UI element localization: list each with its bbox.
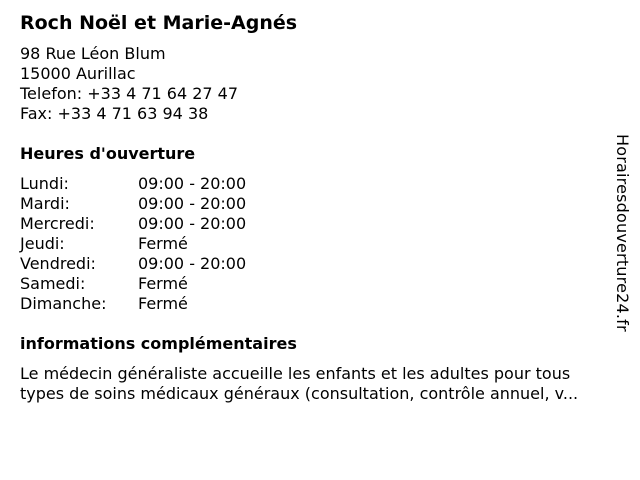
hours-day: Vendredi: [20,254,96,273]
hours-day: Lundi: [20,174,69,193]
hours-day: Samedi: [20,274,86,293]
hours-day: Dimanche: [20,294,107,313]
hours-time: 09:00 - 20:00 [138,254,247,273]
contact-block [20,44,610,124]
address-street: 98 Rue Léon Blum [20,44,166,63]
hours-row [20,274,610,294]
hours-time: Fermé [138,274,188,293]
info-line-1: Le médecin généraliste accueille les enfants et les adultes pour tous [20,364,571,383]
hours-row [20,194,610,214]
hours-time: 09:00 - 20:00 [138,214,247,233]
phone-number[interactable]: Telefon: +33 4 71 64 27 47 [20,84,239,103]
info-heading: informations complémentaires [20,334,297,353]
hours-table [20,174,610,314]
fax-number: Fax: +33 4 71 63 94 38 [20,104,209,123]
hours-time: 09:00 - 20:00 [138,174,247,193]
hours-day: Mercredi: [20,214,95,233]
hours-row [20,174,610,194]
hours-time: Fermé [138,294,188,313]
hours-row [20,254,610,274]
site-brand-label[interactable]: Horairesdouverture24.fr [613,134,632,332]
hours-row [20,294,610,314]
hours-row [20,234,610,254]
hours-day: Jeudi: [20,234,65,253]
hours-time: Fermé [138,234,188,253]
business-card [20,12,610,404]
business-name: Roch Noël et Marie-Agnés [20,12,298,34]
hours-time: 09:00 - 20:00 [138,194,247,213]
hours-day: Mardi: [20,194,70,213]
hours-heading: Heures d'ouverture [20,144,196,163]
info-line-2: types de soins médicaux généraux (consultation, contrôle annuel, v... [20,384,579,403]
address-city: 15000 Aurillac [20,64,136,83]
hours-row [20,214,610,234]
